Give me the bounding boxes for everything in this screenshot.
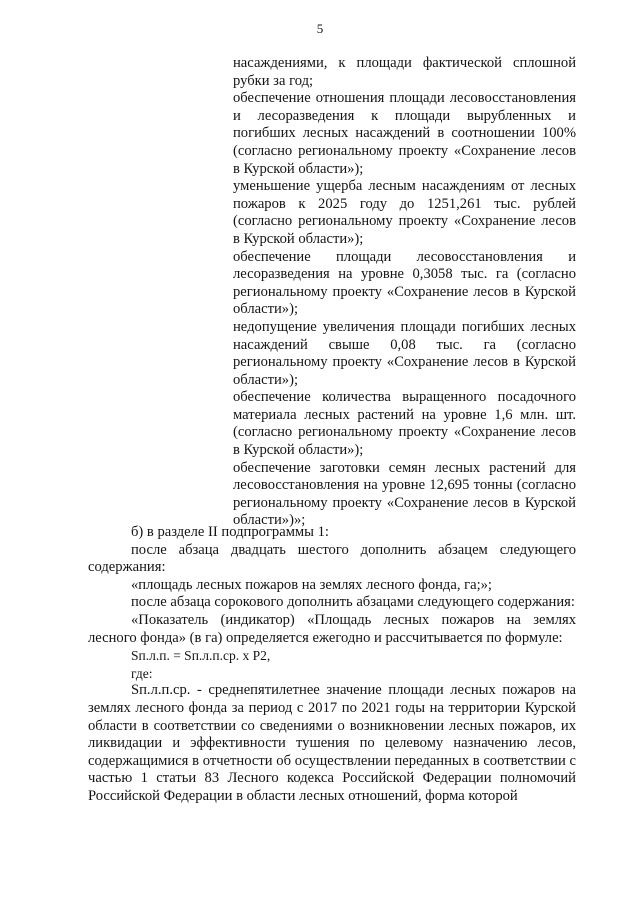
where-label: где:: [131, 665, 153, 681]
indicator-item: обеспечение количества выращенного посадочного материала лесных растений на уровне 1,6 млн. шт. (согласно региональному проекту «Сохранение лесов в Курской области»);: [233, 389, 576, 459]
quoted-area-line: «площадь лесных пожаров на землях лесного фонда, га;»;: [131, 576, 492, 593]
indicator-item: насаждениями, к площади фактической сплошной рубки за год;: [233, 55, 576, 89]
variable-definition: Sп.л.п.ср. - среднепятилетнее значение площади лесных пожаров на землях лесного фонда за период с 2017 по 2021 годы на территории Курской области в соответствии со сведениями о возникновении лесных пожаров, их ликвидации и эффективности тушения по целевому назначению лесов, содержащимися в отчетности об осуществлении переданных в соответствии с частью 1 статьи 83 Лесного кодекса Российской Федерации полномочий Российской Федерации в области лесных отношений, форма которой: [88, 682, 576, 804]
indicator-item: обеспечение отношения площади лесовосстановления и лесоразведения к площади вырубленных и погибших лесных насаждений в соотношении 100% (согласно региональному проекту «Сохранение лесов в Курской области»);: [233, 90, 576, 177]
main-text: [88, 524, 576, 806]
formula-line: Sп.л.п. = Sп.л.п.ср. х Р2,: [131, 648, 271, 664]
indicator-list: [233, 55, 576, 530]
indicator-item: уменьшение ущерба лесным насаждениям от лесных пожаров к 2025 году до 1251,261 тыс. рублей (согласно региональному проекту «Сохранение лесов в Курской области»);: [233, 178, 576, 247]
section-b-heading: б) в разделе II подпрограммы 1:: [131, 524, 329, 540]
indicator-item: обеспечение площади лесовосстановления и лесоразведения на уровне 0,3058 тыс. га (согласно региональному проекту «Сохранение лесов в Курской области»);: [233, 248, 576, 318]
indicator-definition: «Показатель (индикатор) «Площадь лесных пожаров на землях лесного фонда» (в га) определяется ежегодно и рассчитывается по формуле:: [88, 611, 576, 646]
indicator-item: недопущение увеличения площади погибших лесных насаждений свыше 0,08 тыс. га (согласно региональному проекту «Сохранение лесов в Курской области»);: [233, 318, 576, 388]
paragraph-after-40: после абзаца сорокового дополнить абзацами следующего содержания:: [131, 594, 575, 611]
page-number: 5: [316, 21, 324, 36]
paragraph-after-26: после абзаца двадцать шестого дополнить абзацем следующего содержания:: [88, 541, 576, 576]
indicator-item: обеспечение заготовки семян лесных растений для лесовосстановления на уровне 12,695 тонны (согласно региональному проекту «Сохранение лесов в Курской области»)»;: [233, 459, 576, 529]
